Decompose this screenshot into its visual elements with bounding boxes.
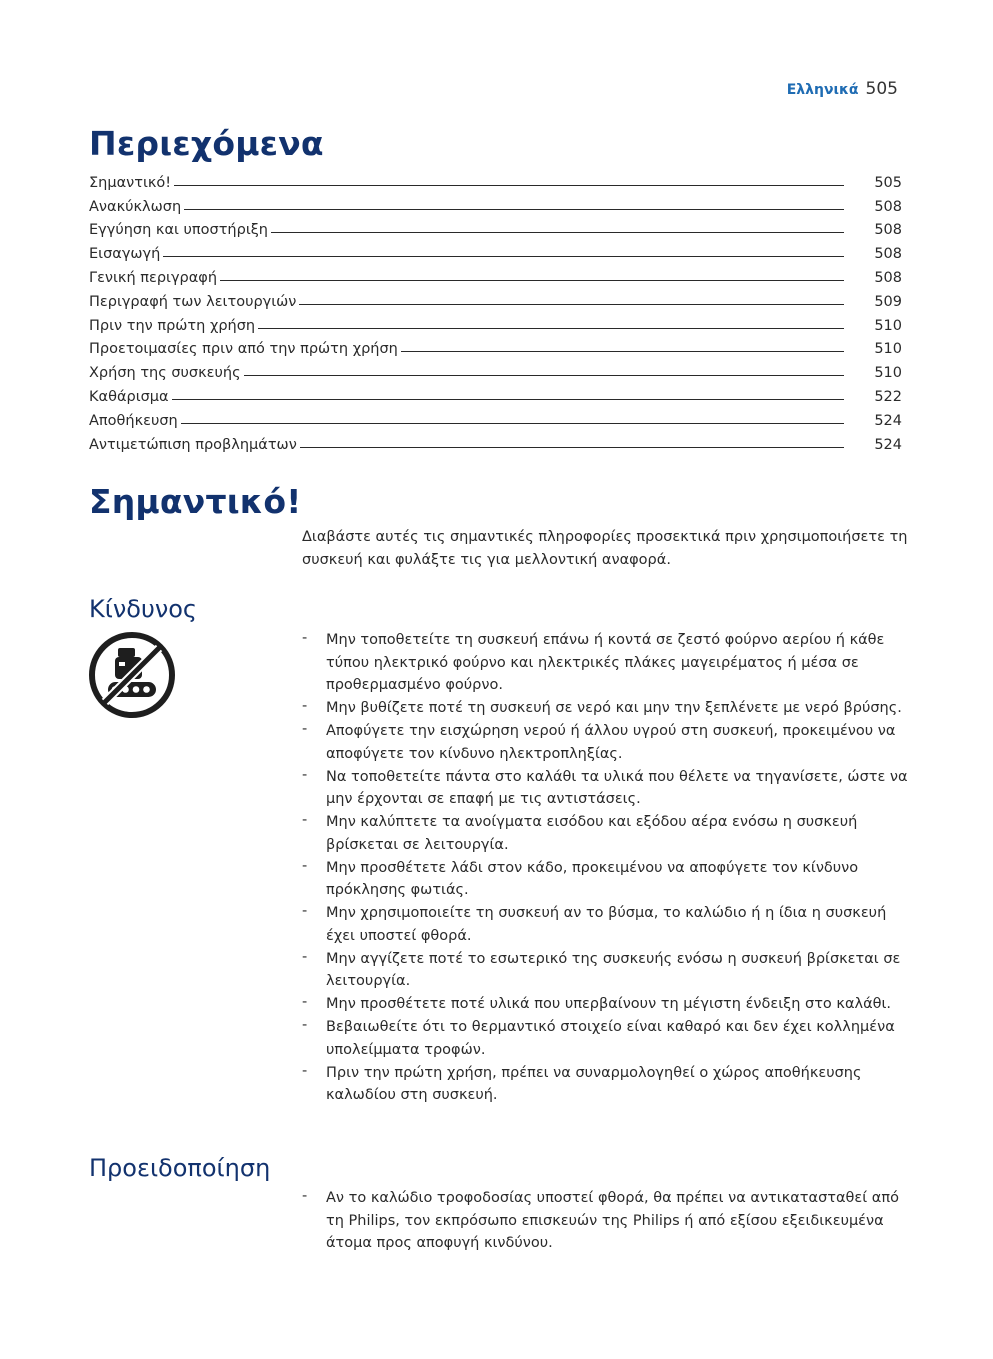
- toc-entry-page: 510: [874, 341, 902, 358]
- toc-leader-line: [271, 232, 844, 233]
- toc-entry-page: 524: [874, 412, 902, 429]
- toc-entry-page: 522: [874, 388, 902, 405]
- danger-item: - Μην προσθέτετε λάδι στον κάδο, προκειμένου να αποφύγετε τον κίνδυνο πρόκλησης φωτιάς.: [302, 857, 912, 902]
- toc-entry-title: Σημαντικό!: [89, 174, 172, 191]
- danger-item: - Μην τοποθετείτε τη συσκευή επάνω ή κοντά σε ζεστό φούρνο αερίου ή κάθε τύπου ηλεκτρικό φούρνο και ηλεκτρικές πλάκες μαγειρέματος ή μέσα σε προθερμασμένο φούρνο.: [302, 629, 912, 697]
- toc-entry-title: Αποθήκευση: [89, 412, 178, 429]
- danger-list: [302, 629, 912, 1107]
- toc-leader-line: [300, 447, 844, 448]
- danger-item: - Να τοποθετείτε πάντα στο καλάθι τα υλικά που θέλετε να τηγανίσετε, ώστε να μην έρχονται σε επαφή με τις αντιστάσεις.: [302, 766, 912, 811]
- toc-entry-title: Ανακύκλωση: [89, 198, 182, 215]
- warning-list: [302, 1187, 912, 1255]
- toc-entry-title: Περιγραφή των λειτουργιών: [89, 293, 297, 310]
- toc-entry[interactable]: [89, 215, 902, 239]
- danger-item: - Αποφύγετε την εισχώρηση νερού ή άλλου υγρού στη συσκευή, προκειμένου να αποφύγετε τον κίνδυνο ηλεκτροπληξίας.: [302, 720, 912, 765]
- toc-entry-title: Πριν την πρώτη χρήση: [89, 317, 256, 334]
- toc-entry-page: 508: [874, 198, 902, 215]
- toc-entry-title: Χρήση της συσκευής: [89, 365, 241, 382]
- danger-item: - Μην χρησιμοποιείτε τη συσκευή αν το βύσμα, το καλώδιο ή η ίδια η συσκευή έχει υποστεί φθορά.: [302, 902, 912, 947]
- toc-leader-line: [184, 209, 844, 210]
- no-water-immersion-icon: [88, 631, 176, 719]
- toc-entry-page: 505: [874, 174, 902, 191]
- page-header: [787, 79, 898, 99]
- important-intro: Διαβάστε αυτές τις σημαντικές πληροφορίες προσεκτικά πριν χρησιμοποιήσετε τη συσκευή και φυλάξτε τις για μελλοντική αναφορά.: [302, 529, 908, 568]
- toc-entry[interactable]: [89, 357, 902, 381]
- page-number: 505: [865, 79, 898, 99]
- danger-item: - Πριν την πρώτη χρήση, πρέπει να συναρμολογηθεί ο χώρος αποθήκευσης καλωδίου στη συσκευή.: [302, 1062, 912, 1107]
- toc-leader-line: [172, 399, 844, 400]
- toc-entry-page: 510: [874, 317, 902, 334]
- toc-entry-page: 508: [874, 269, 902, 286]
- toc-heading: Περιεχόμενα: [89, 124, 324, 163]
- warning-item: - Αν το καλώδιο τροφοδοσίας υποστεί φθορά, θα πρέπει να αντικατασταθεί από τη Philips, τον εκπρόσωπο επισκευών της Philips ή από εξίσου εξειδικευμένα άτομα προς αποφυγή κινδύνου.: [302, 1187, 912, 1255]
- toc-entry-page: 524: [874, 436, 902, 453]
- toc-leader-line: [220, 280, 844, 281]
- toc-entry-title: Καθάρισμα: [89, 388, 169, 405]
- toc-entry-title: Αντιμετώπιση προβλημάτων: [89, 436, 297, 453]
- toc-entry-title: Γενική περιγραφή: [89, 269, 218, 286]
- toc-entry-title: Εισαγωγή: [89, 246, 161, 263]
- important-heading: Σημαντικό!: [89, 482, 302, 521]
- warning-heading: Προειδοποίηση: [89, 1154, 271, 1182]
- toc-entry-title: Προετοιμασίες πριν από την πρώτη χρήση: [89, 341, 398, 358]
- toc-entry[interactable]: [89, 238, 902, 262]
- toc-entry-title: Εγγύηση και υποστήριξη: [89, 222, 268, 239]
- toc-leader-line: [174, 185, 844, 186]
- danger-item: - Μην προσθέτετε ποτέ υλικά που υπερβαίνουν τη μέγιστη ένδειξη στο καλάθι.: [302, 993, 912, 1016]
- table-of-contents: [89, 167, 902, 453]
- toc-leader-line: [299, 304, 844, 305]
- danger-item: - Μην αγγίζετε ποτέ το εσωτερικό της συσκευής ενόσω η συσκευή βρίσκεται σε λειτουργία.: [302, 948, 912, 993]
- toc-leader-line: [401, 351, 844, 352]
- toc-entry[interactable]: [89, 286, 902, 310]
- language-label: Ελληνικά: [786, 82, 859, 98]
- danger-item: - Βεβαιωθείτε ότι το θερμαντικό στοιχείο είναι καθαρό και δεν έχει κολλημένα υπολείμματα τροφών.: [302, 1016, 912, 1061]
- toc-entry[interactable]: [89, 334, 902, 358]
- toc-entry-page: 508: [874, 246, 902, 263]
- toc-entry[interactable]: [89, 405, 902, 429]
- danger-heading: Κίνδυνος: [89, 595, 198, 623]
- toc-leader-line: [163, 256, 844, 257]
- toc-entry-page: 509: [874, 293, 902, 310]
- toc-entry[interactable]: [89, 262, 902, 286]
- toc-entry-page: 508: [874, 222, 902, 239]
- toc-entry[interactable]: [89, 191, 902, 215]
- toc-entry[interactable]: [89, 429, 902, 453]
- toc-entry[interactable]: [89, 310, 902, 334]
- toc-leader-line: [258, 328, 844, 329]
- toc-entry[interactable]: [89, 381, 902, 405]
- toc-leader-line: [181, 423, 844, 424]
- toc-entry-page: 510: [874, 365, 902, 382]
- danger-item: - Μην βυθίζετε ποτέ τη συσκευή σε νερό και μην την ξεπλένετε με νερό βρύσης.: [302, 697, 912, 720]
- danger-item: - Μην καλύπτετε τα ανοίγματα εισόδου και εξόδου αέρα ενόσω η συσκευή βρίσκεται σε λειτουργία.: [302, 811, 912, 856]
- toc-leader-line: [244, 375, 844, 376]
- toc-entry[interactable]: [89, 167, 902, 191]
